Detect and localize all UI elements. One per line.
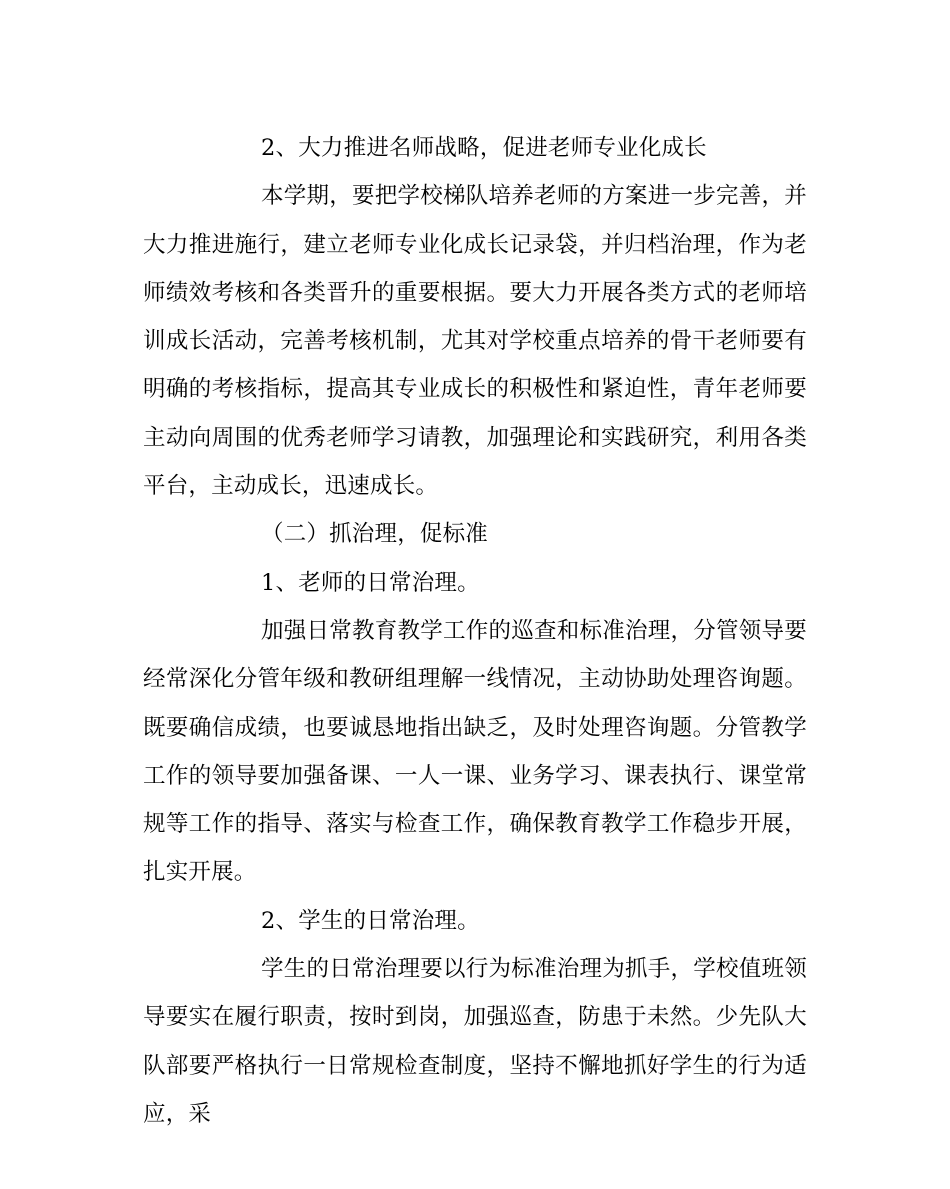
heading-famous-teacher-strategy: 2、大力推进名师战略，促进老师专业化成长 [261, 135, 707, 161]
heading-student-daily-management: 2、学生的日常治理。 [261, 907, 480, 934]
heading-teacher-daily-management: 1、老师的日常治理。 [261, 569, 480, 596]
paragraph-teacher-growth: 本学期，要把学校梯队培养老师的方案进一步完善，并大力推进施行，建立老师专业化成长记录袋，并归档治理，作为老师绩效考核和各类晋升的重要根据。要大力开展各类方式的老师培训成长活动，完善考核机制，尤其对学校重点培养的骨干老师要有明确的考核指标，提高其专业成长的积极性和紧迫性，青年老师要主动向周围的优秀老师学习请教，加强理论和实践研究，利用各类平台，主动成长，迅速成长。 [143, 183, 807, 500]
document-body [143, 124, 807, 1138]
paragraph-teacher-daily-management: 加强日常教育教学工作的巡查和标准治理，分管领导要经常深化分管年级和教研组理解一线情况，主动协助处理咨询题。既要确信成绩，也要诚恳地指出缺乏，及时处理咨询题。分管教学工作的领导要加强备课、一人一课、业务学习、课表执行、课堂常规等工作的指导、落实与检查工作，确保教育教学工作稳步开展，扎实开展。 [143, 617, 807, 886]
heading-management-standards: （二）抓治理，促标准 [261, 521, 489, 548]
paragraph-student-daily-management: 学生的日常治理要以行为标准治理为抓手，学校值班领导要实在履行职责，按时到岗，加强巡查，防患于未然。少先队大队部要严格执行一日常规检查制度，坚持不懈地抓好学生的行为适应，采 [143, 956, 807, 1127]
